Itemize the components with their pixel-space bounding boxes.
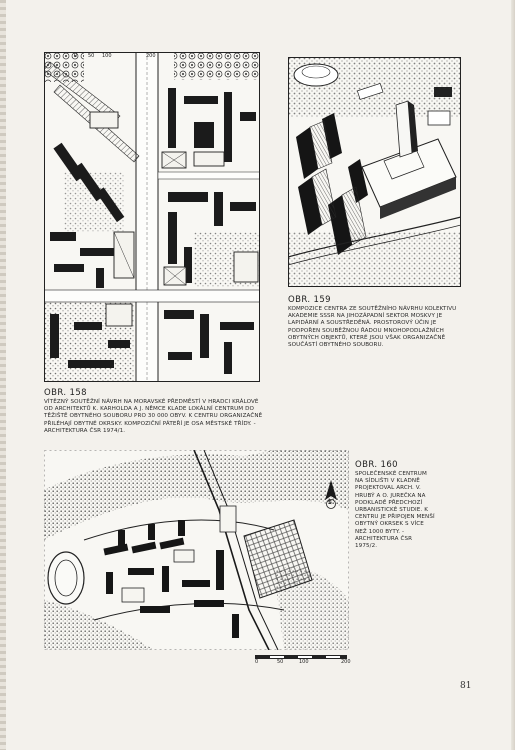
figure-159-caption — [288, 295, 458, 349]
scale-bar — [255, 652, 355, 668]
page-edge-left — [0, 0, 6, 750]
figure-159-label: OBR. 159 — [288, 295, 331, 305]
figure-160-caption — [355, 460, 435, 550]
figure-160-drawing — [44, 450, 349, 650]
figure-160-plan — [44, 450, 349, 650]
figure-159-text: KOMPOZICE CENTRA ZE SOUTĚŽNÍHO NÁVRHU KOLEKTIVU AKADEMIE SSSR NA JIHOZÁPADNÍ SEKTOR MOSKVY JE LAPIDÁRNÍ A SOUSTŘEDĚNÁ. PROSTOROVÝ ÚČIN JE PODPOŘEN SOUBĚŽNOU ŘADOU MNOHOPODLAŽNÍCH OBYTNÝCH OBJEKTŮ, KTERÉ JSOU VŠAK ORGANIZAČNĚ SOUČÁSTÍ OBYTNÉHO SOUBORU. — [288, 306, 457, 349]
scale-bar-tick: 200 — [341, 659, 351, 665]
figure-160-text: SPOLEČENSKÉ CENTRUM NA SÍDLIŠTI V KLADNĚ PROJEKTOVAL ARCH. V. HRUBÝ A O. JUREČKA NA PODKLADĚ PŘEDCHOZÍ URBANISTICKÉ STUDIE. K CENTRU JE PŘIPOJEN MENŠÍ OBYTNÝ OKRSEK S VÍCE NEŽ 1000 BYTY. -ARCHITEKTURA ČSR 1975/2. — [355, 471, 435, 550]
page-number: 81 — [460, 681, 472, 691]
figure-158-label: OBR. 158 — [44, 388, 87, 398]
figure-158-scale-tick: 0 — [74, 53, 78, 59]
page-edge-right — [511, 0, 515, 750]
scale-bar-tick: 0 — [255, 659, 259, 665]
figure-158-caption — [44, 388, 264, 435]
scale-bar-tick: 50 — [277, 659, 284, 665]
north-arrow — [322, 480, 340, 510]
figure-158-scale — [74, 52, 174, 62]
figure-160-label: OBR. 160 — [355, 460, 398, 470]
figure-158-text: VÍTĚZNÝ SOUTĚŽNÍ NÁVRH NA MORAVSKÉ PŘEDMĚSTÍ V HRADCI KRÁLOVÉ OD ARCHITEKTŮ K. KARHOLDA A J. NĚMCE KLADE LOKÁLNÍ CENTRUM DO TĚŽIŠTĚ OBYTNÉHO SOUBORU PRO 30 000 OBYV. K CENTRU ORGANIZAČNĚ PŘILÉHAJÍ OBYTNÉ OKRSKY. KOMPOZIČNÍ PÁTEŘÍ JE OSA MĚSTSKÉ TŘÍDY. -ARCHITEKTURA ČSR 1974/1. — [44, 399, 263, 434]
north-arrow-label: S — [328, 500, 332, 506]
figure-158-plan — [44, 52, 260, 382]
figure-159-drawing — [288, 57, 461, 287]
figure-159-plan — [288, 57, 461, 287]
figure-158-scale-tick: 200 — [146, 53, 156, 59]
figure-158-scale-tick: 100 — [102, 53, 112, 59]
scale-bar-tick: 100 — [299, 659, 309, 665]
figure-158-scale-tick: 50 — [88, 53, 95, 59]
figure-158-drawing — [44, 52, 260, 382]
